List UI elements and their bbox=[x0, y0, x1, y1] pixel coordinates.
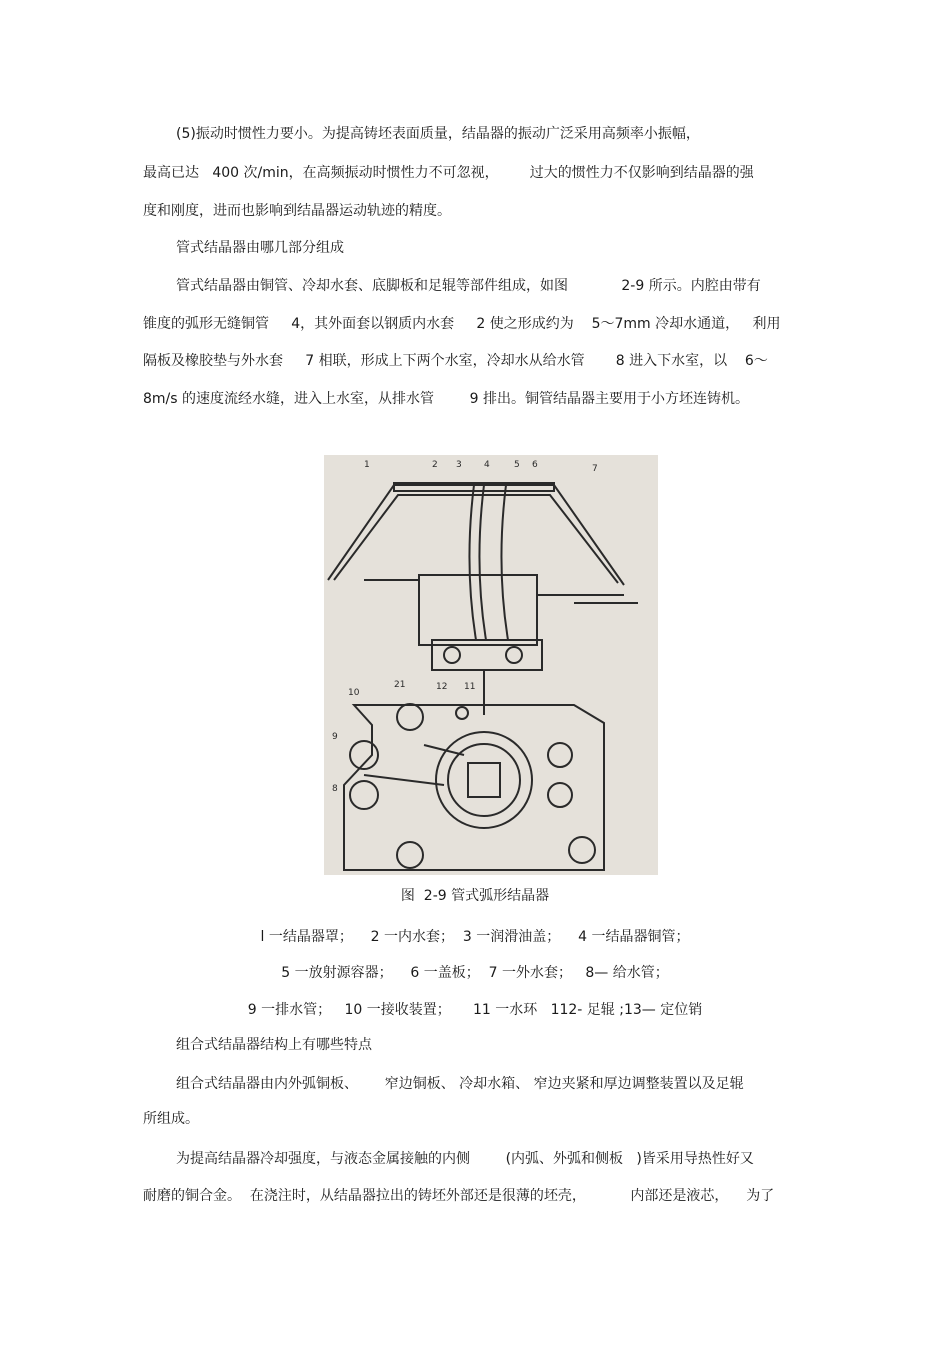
paragraph-2-line-1: 管式结晶器由铜管、冷却水套、底脚板和足辊等部件组成，如图 2-9 所示。内腔由带有 bbox=[176, 278, 761, 294]
paragraph-1-line-2: 最高已达 400 次/min，在高频振动时惯性力不可忽视， 过大的惯性力不仅影响到结晶器的强 bbox=[143, 165, 754, 181]
figure-label-8: 8 bbox=[332, 784, 338, 794]
figure-legend-line-3: 9 一排水管； 10 一接收装置； 11 一水环 112- 足辊 ;13— 定位销 bbox=[247, 1002, 703, 1018]
mold-diagram bbox=[324, 455, 658, 875]
figure-label-4: 4 bbox=[484, 460, 490, 470]
figure-label-5: 5 bbox=[514, 460, 520, 470]
figure-label-6: 6 bbox=[532, 460, 538, 470]
paragraph-4-line-2: 耐磨的铜合金。 在浇注时，从结晶器拉出的铸坯外部还是很薄的坯壳， 内部还是液芯， 为了 bbox=[143, 1188, 775, 1204]
figure-label-2: 2 bbox=[432, 460, 438, 470]
paragraph-4-line-1: 为提高结晶器冷却强度，与液态金属接触的内侧 (内弧、外弧和侧板 )皆采用导热性好又 bbox=[176, 1151, 754, 1167]
paragraph-2-line-4: 8m/s 的速度流经水缝，进入上水室，从排水管 9 排出。铜管结晶器主要用于小方坯连铸机。 bbox=[143, 391, 749, 407]
paragraph-1-line-1: (5)振动时惯性力要小。为提高铸坯表面质量，结晶器的振动广泛采用高频率小振幅， bbox=[176, 126, 700, 142]
figure-label-7: 7 bbox=[592, 464, 598, 474]
paragraph-3-line-2: 所组成。 bbox=[143, 1111, 199, 1127]
section-heading-tube-mold: 管式结晶器由哪几部分组成 bbox=[176, 240, 344, 256]
paragraph-1-line-3: 度和刚度，进而也影响到结晶器运动轨迹的精度。 bbox=[143, 203, 451, 219]
section-heading-combined-mold: 组合式结晶器结构上有哪些特点 bbox=[176, 1037, 372, 1053]
paragraph-2-line-3: 隔板及橡胶垫与外水套 7 相联，形成上下两个水室，冷却水从给水管 8 进入下水室，以 6～ bbox=[143, 353, 768, 369]
figure-label-3: 3 bbox=[456, 460, 462, 470]
paragraph-3-line-1: 组合式结晶器由内外弧铜板、 窄边铜板、 冷却水箱、 窄边夹紧和厚边调整装置以及足辊 bbox=[176, 1076, 744, 1092]
figure-legend-line-1: l 一结晶器罩； 2 一内水套； 3 一润滑油盖； 4 一结晶器铜管； bbox=[260, 929, 690, 945]
figure-label-10: 10 bbox=[348, 688, 360, 698]
figure-tube-arc-mold bbox=[324, 455, 658, 875]
figure-label-11: 11 bbox=[464, 682, 476, 692]
figure-label-1: 1 bbox=[364, 460, 370, 470]
figure-legend-line-2: 5 一放射源容器； 6 一盖板； 7 一外水套； 8— 给水管； bbox=[281, 965, 669, 981]
figure-label-12: 12 bbox=[436, 682, 448, 692]
figure-label-9: 9 bbox=[332, 732, 338, 742]
figure-caption: 图 2-9 管式弧形结晶器 bbox=[400, 888, 550, 904]
figure-label-21: 21 bbox=[394, 680, 406, 690]
paragraph-2-line-2: 锥度的弧形无缝铜管 4，其外面套以钢质内水套 2 使之形成约为 5～7mm 冷却水通道， 利用 bbox=[143, 316, 781, 332]
